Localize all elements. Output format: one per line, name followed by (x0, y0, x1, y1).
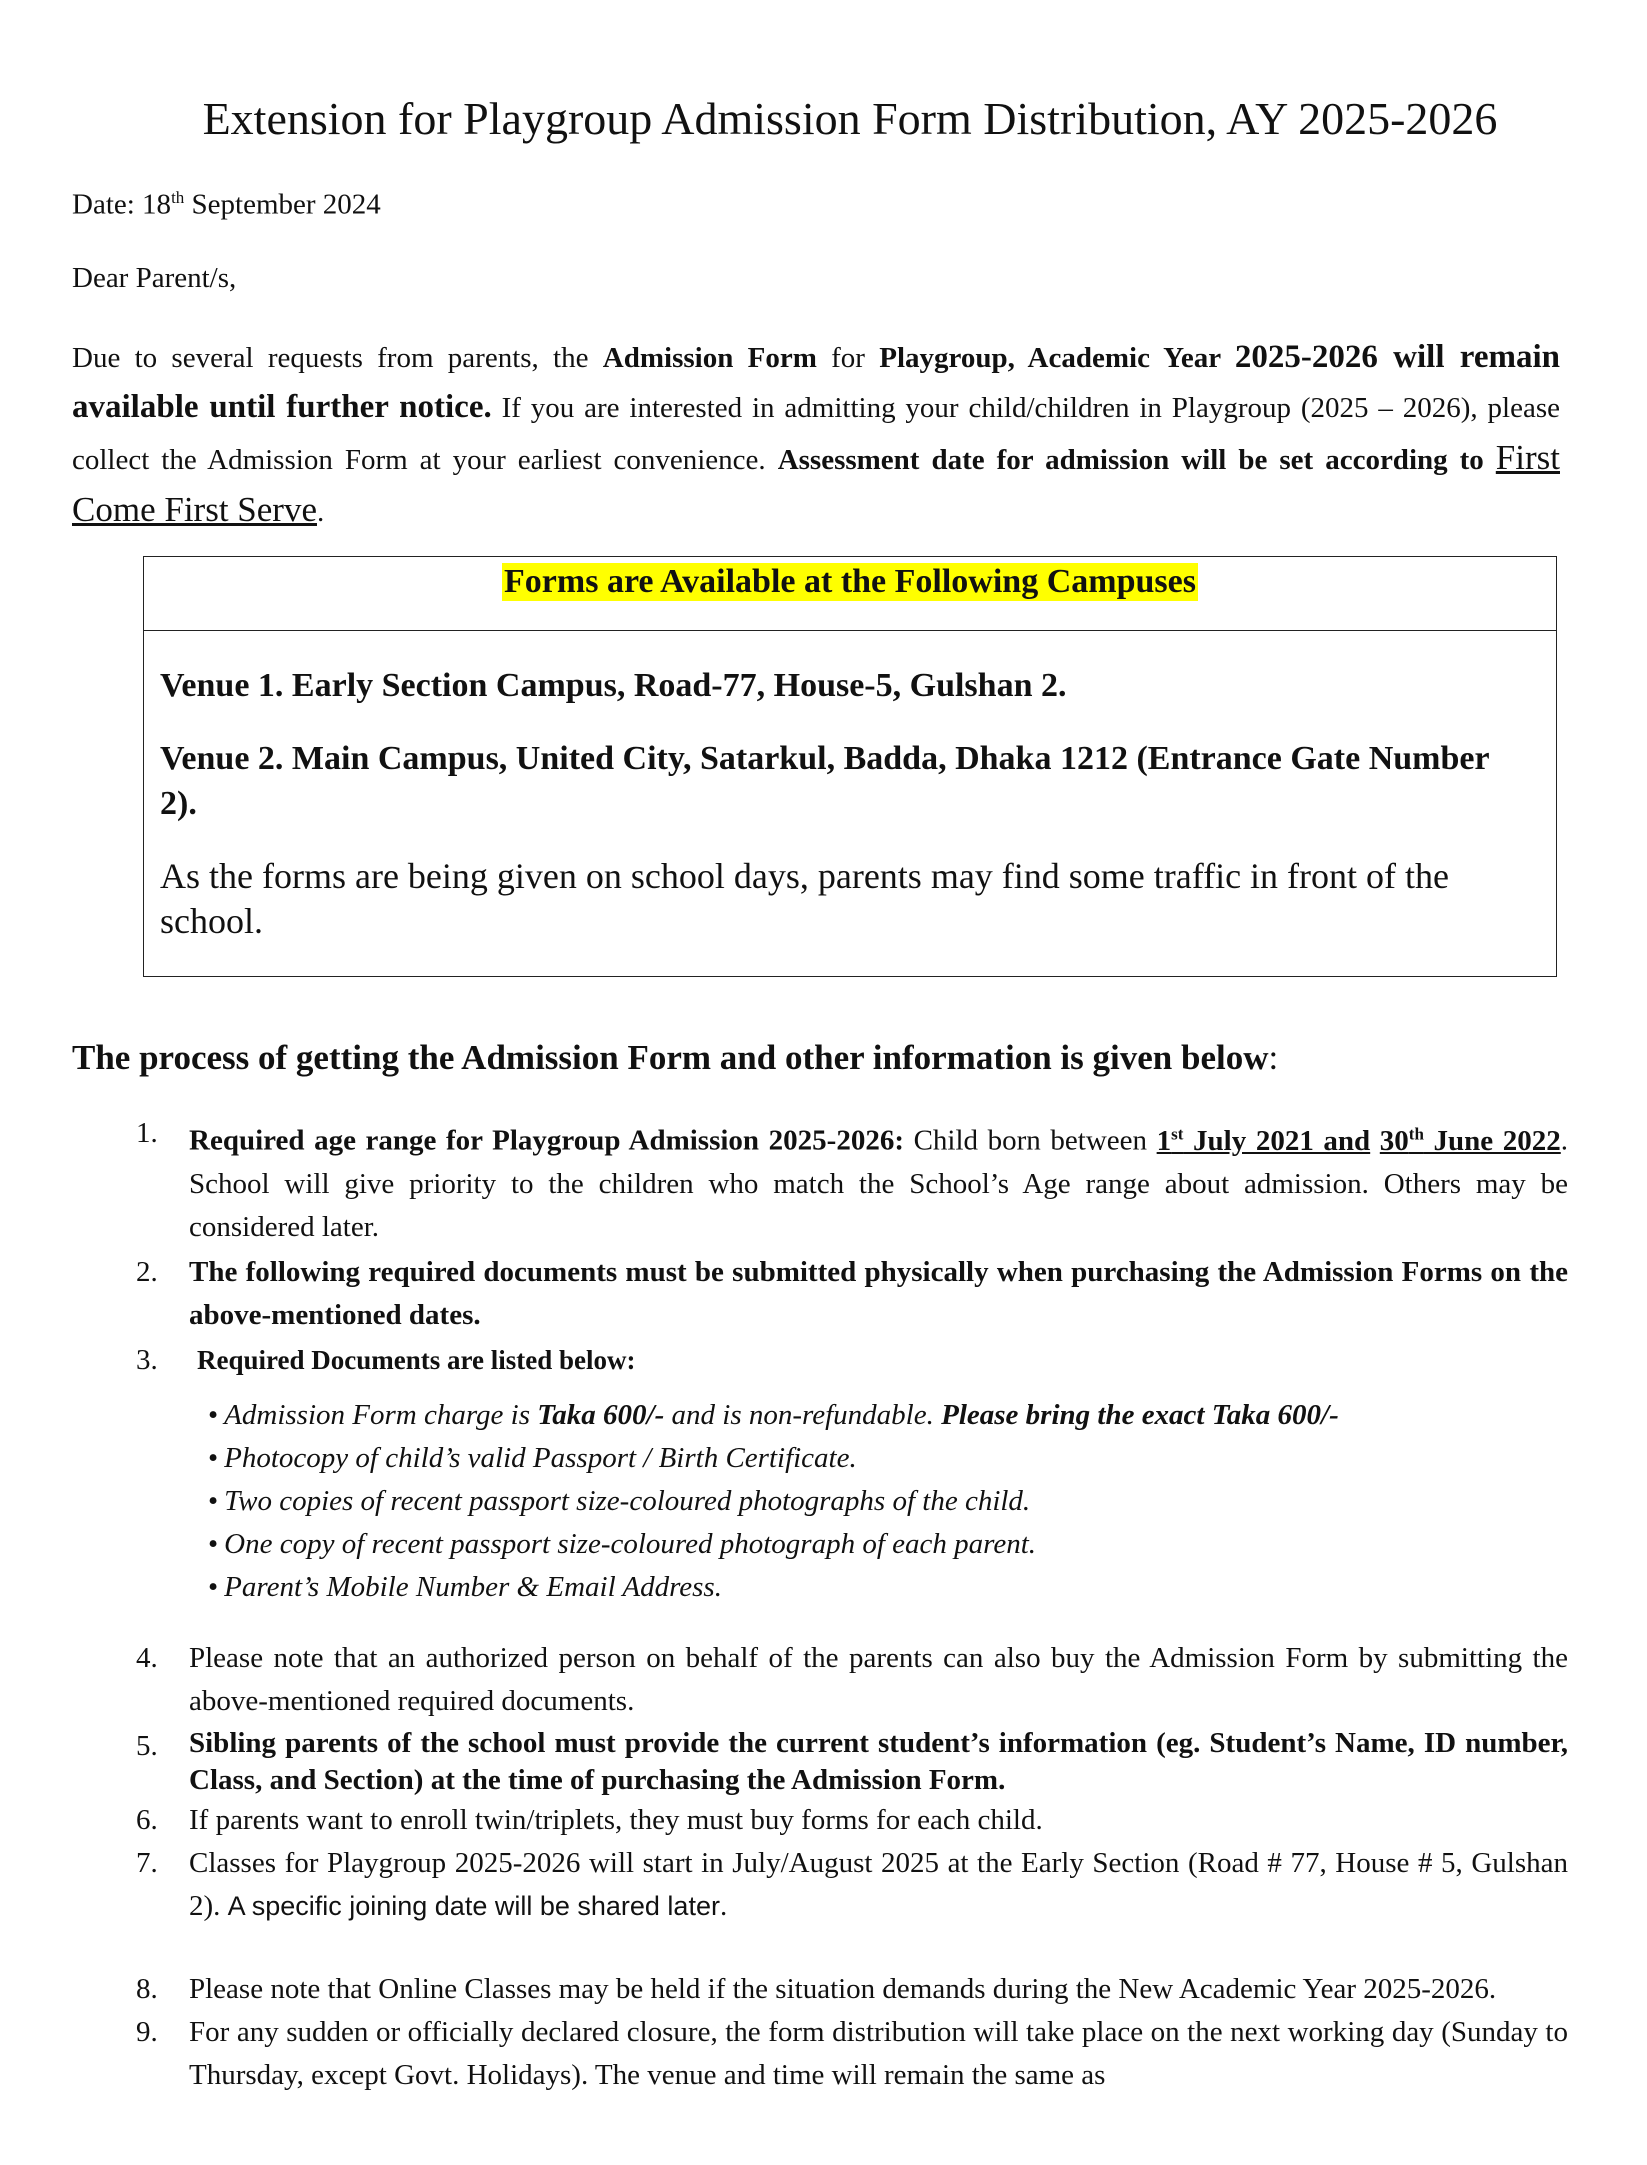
bullet-item: • Two copies of recent passport size-coloured photographs of the child. (208, 1484, 1031, 1517)
venue-2: Venue 2. Main Campus, United City, Satarkul, Badda, Dhaka 1212 (Entrance Gate Number 2). (160, 740, 1489, 822)
bullet-item: • One copy of recent passport size-coloured photograph of each parent. (208, 1527, 1037, 1560)
bullet-item: • Parent’s Mobile Number & Email Address. (208, 1570, 722, 1603)
traffic-note: As the forms are being given on school days, parents may find some traffic in front of the school. (160, 856, 1450, 941)
notice-date: Date: 18th September 2024 (72, 188, 381, 221)
intro-paragraph: Due to several requests from parents, the Admission Form for Playgroup, Academic Year 2025-2026 will remain available until further notice. If you are interested in admitting your child/children in Playgroup (2025 – 2026), please collect the Admission Form at your earliest convenience. Assessment date for admission will be set according to First Come First Serve. (72, 339, 1560, 529)
list-item-9: 9. For any sudden or officially declared closure, the form distribution will take place on the next working day (Sunday to Thursday, except Govt. Holidays). The venue and time will remain the same as (136, 2015, 1568, 2091)
process-heading: The process of getting the Admission Form and other information is given below: (72, 1038, 1279, 1077)
list-item-1: 1. Required age range for Playgroup Admission 2025-2026: Child born between 1st July 2021 and 30th June 2022. School will give priority to the children who match the School’s Age range about admission. Others may be considered later. (136, 1117, 1569, 1243)
list-item-8: 8. Please note that Online Classes may be held if the situation demands during the New Academic Year 2025-2026. (136, 1972, 1497, 2005)
first-come-first-serve: First Come First Serve (72, 438, 1560, 529)
list-item-6: 6. If parents want to enroll twin/triplets, they must buy forms for each child. (136, 1803, 1043, 1836)
list-item-5: 5. Sibling parents of the school must provide the current student’s information (eg. Student’s Name, ID number, Class, and Section) at the time of purchasing the Admission Form. (136, 1726, 1568, 1796)
list-item-7: 7. Classes for Playgroup 2025-2026 will start in July/August 2025 at the Early Section (Road # 77, House # 5, Gulshan 2). A specific joining date will be shared later. (136, 1846, 1568, 1922)
venue-box (143, 556, 1557, 977)
salutation: Dear Parent/s, (72, 262, 237, 294)
venue-header (144, 557, 1556, 631)
notice-title: Extension for Playgroup Admission Form Distribution, AY 2025-2026 (202, 93, 1498, 144)
process-list (136, 1112, 1568, 2097)
list-item-2: 2. The following required documents must be submitted physically when purchasing the Admission Forms on the above-mentioned dates. (136, 1255, 1568, 1331)
bullet-item: • Photocopy of child’s valid Passport / Birth Certificate. (208, 1441, 857, 1474)
list-item-4: 4. Please note that an authorized person on behalf of the parents can also buy the Admission Form by submitting the above-mentioned required documents. (136, 1641, 1568, 1717)
list-item-3: 3. Required Documents are listed below: (136, 1343, 636, 1376)
venue-1: Venue 1. Early Section Campus, Road-77, House-5, Gulshan 2. (160, 667, 1067, 704)
venue-header-highlight: Forms are Available at the Following Campuses (504, 563, 1196, 600)
required-documents-list (208, 1394, 1568, 1609)
bullet-item: • Admission Form charge is Taka 600/- and is non-refundable. Please bring the exact Taka 600/- (208, 1398, 1339, 1431)
